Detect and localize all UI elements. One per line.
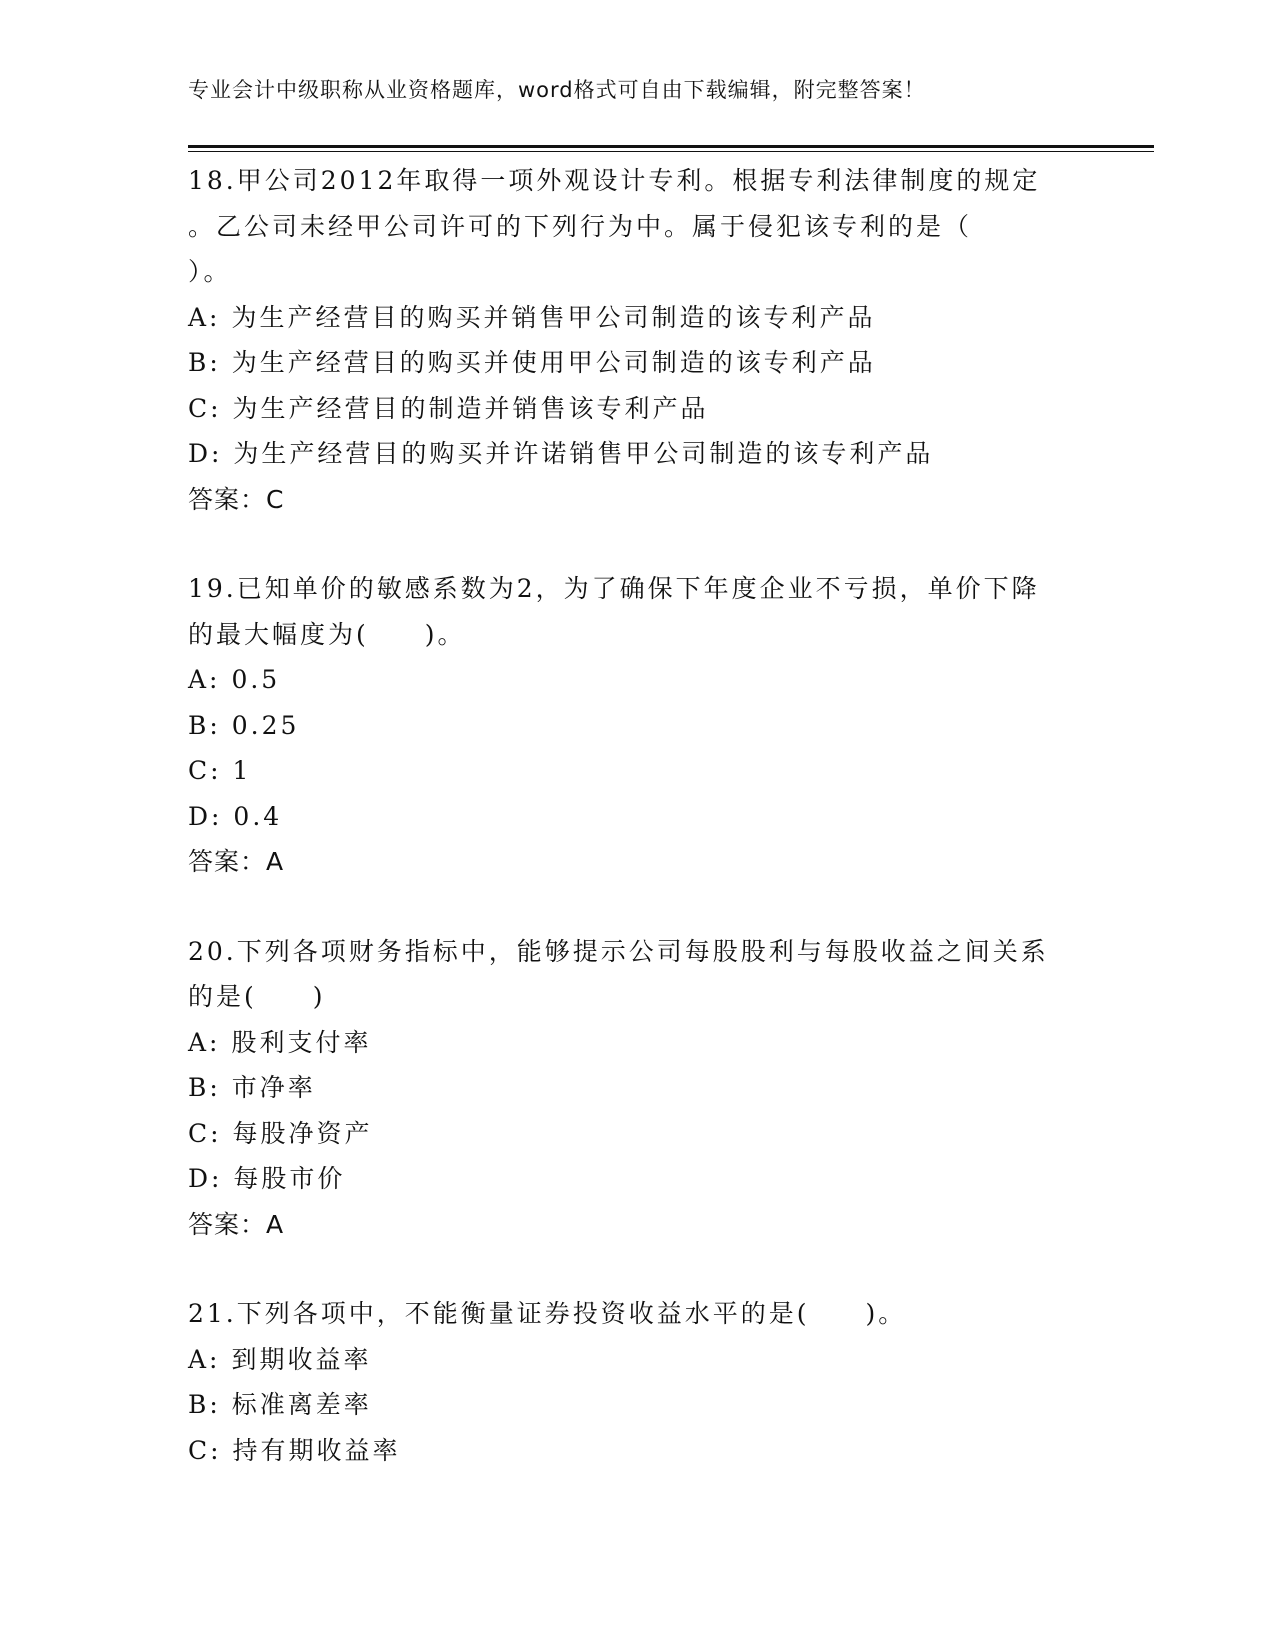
question-stem-line: 19.已知单价的敏感系数为2，为了确保下年度企业不亏损，单价下降 (188, 574, 1040, 603)
question-stem-line: 的最大幅度为( )。 (188, 619, 466, 649)
option-text: 标准离差率 (231, 1390, 372, 1419)
option-text: 持有期收益率 (232, 1435, 401, 1465)
option-text: 每股净资产 (232, 1118, 373, 1148)
option-key: B: (188, 1390, 221, 1419)
question-stem-line: 的是( ) (188, 982, 326, 1011)
option-text: 为生产经营目的购买并销售甲公司制造的该专利产品 (231, 302, 876, 332)
option-key: A: (188, 1027, 221, 1057)
option-key: A: (188, 302, 221, 332)
question-stem-line: 20.下列各项财务指标中，能够提示公司每股股利与每股收益之间关系 (188, 936, 1049, 966)
option-key: C: (188, 1118, 222, 1148)
question-21 (188, 1291, 1108, 1473)
option-text: 0.4 (233, 801, 283, 831)
option-key: A: (188, 1344, 221, 1374)
option-d (188, 1156, 1108, 1202)
option-key: D: (188, 801, 223, 831)
question-20 (188, 929, 1108, 1248)
answer-line: 答案：C (188, 484, 285, 514)
option-c (188, 1111, 1108, 1157)
option-text: 市净率 (231, 1073, 316, 1102)
option-key: B: (188, 710, 221, 740)
option-text: 1 (232, 756, 252, 785)
option-key: C: (188, 1435, 222, 1465)
option-text: 为生产经营目的购买并许诺销售甲公司制造的该专利产品 (233, 439, 934, 468)
option-c (188, 1428, 1108, 1474)
option-a (188, 1020, 1108, 1066)
header-rule-thin (188, 151, 1154, 152)
answer-line: 答案：A (188, 1209, 285, 1239)
question-18 (188, 158, 1108, 522)
option-key: D: (188, 1164, 223, 1193)
option-text: 为生产经营目的制造并销售该专利产品 (232, 393, 709, 423)
option-key: B: (188, 1073, 221, 1102)
question-stem-line: ）。 (188, 257, 232, 286)
option-text: 到期收益率 (231, 1344, 372, 1374)
option-b (188, 340, 1108, 386)
header-rule-thick (188, 145, 1154, 148)
option-b (188, 1382, 1108, 1428)
option-key: C: (188, 393, 222, 423)
question-19 (188, 566, 1108, 885)
option-key: A: (188, 665, 221, 694)
option-key: D: (188, 439, 223, 468)
option-key: B: (188, 348, 221, 377)
option-a (188, 1337, 1108, 1383)
question-stem-line: 21.下列各项中，不能衡量证券投资收益水平的是( )。 (188, 1299, 907, 1328)
page-header: 专业会计中级职称从业资格题库，word格式可自由下载编辑，附完整答案！ (188, 78, 926, 102)
option-key: C: (188, 756, 222, 785)
option-text: 股利支付率 (231, 1027, 372, 1057)
option-a (188, 295, 1108, 341)
option-c (188, 748, 1108, 794)
question-list (188, 158, 1108, 1517)
option-c (188, 386, 1108, 432)
option-b (188, 703, 1108, 749)
answer-line: 答案：A (188, 847, 285, 876)
question-stem-line: 。乙公司未经甲公司许可的下列行为中。属于侵犯该专利的是（ (188, 211, 973, 241)
option-a (188, 657, 1108, 703)
option-text: 0.5 (231, 665, 281, 694)
option-text: 每股市价 (233, 1164, 346, 1193)
option-b (188, 1065, 1108, 1111)
option-text: 为生产经营目的购买并使用甲公司制造的该专利产品 (231, 348, 876, 377)
option-d (188, 431, 1108, 477)
option-text: 0.25 (231, 710, 300, 740)
question-stem-line: 18.甲公司2012年取得一项外观设计专利。根据专利法律制度的规定 (188, 166, 1041, 195)
option-d (188, 794, 1108, 840)
